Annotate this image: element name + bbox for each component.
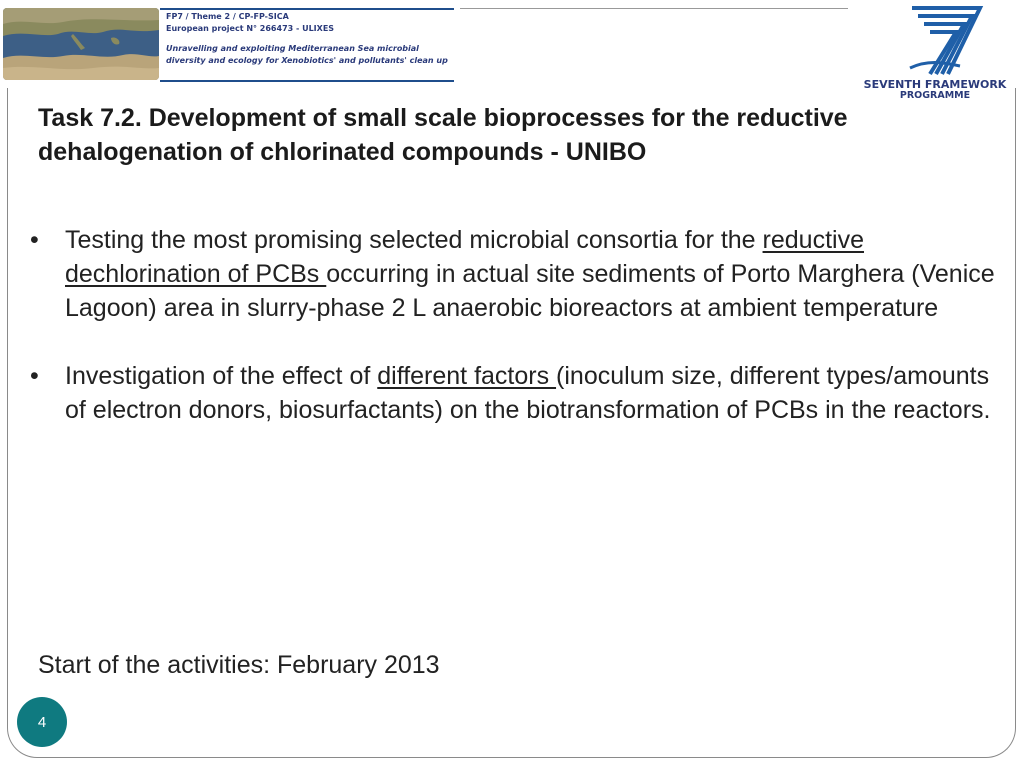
slide-title: Task 7.2. Development of small scale bioprocesses for the reductive dehalogenation of chlorinated compounds - UNIBO bbox=[38, 104, 848, 166]
fp7-logo-line2: PROGRAMME bbox=[899, 90, 971, 101]
bullet-list bbox=[30, 223, 1015, 461]
bullet-text: Investigation of the effect of bbox=[65, 362, 378, 390]
bullet-item bbox=[30, 359, 1015, 427]
fp7-logo-line1: SEVENTH FRAMEWORK bbox=[863, 78, 1007, 91]
page-number-badge: 4 bbox=[17, 697, 67, 747]
project-banner bbox=[0, 0, 455, 86]
bullet-text: (inoculum size, different types/amounts of electron donors, biosurfactants) on the biotransformation of PCBs in the reactors. bbox=[65, 362, 991, 424]
project-number: European project N° 266473 - ULIXES bbox=[166, 23, 335, 33]
bullet-underlined: reductive dechlorination of PCBs bbox=[65, 226, 864, 288]
project-description-2: diversity and ecology for Xenobiotics' and pollutants' clean up bbox=[166, 55, 448, 65]
bullet-icon: • bbox=[30, 362, 39, 390]
project-info bbox=[166, 11, 448, 66]
project-description-1: Unravelling and exploiting Mediterranean Sea microbial bbox=[166, 44, 419, 53]
banner-top-line bbox=[160, 8, 454, 10]
bullet-icon: • bbox=[30, 226, 39, 254]
bullet-text: occurring in actual site sediments of Porto Marghera (Venice Lagoon) area in slurry-phase 2 L anaerobic bioreactors at ambient temperature bbox=[65, 260, 995, 322]
mediterranean-map-image bbox=[3, 8, 159, 80]
bullet-item bbox=[30, 223, 1015, 325]
fp7-logo bbox=[852, 2, 1018, 102]
start-date: Start of the activities: February 2013 bbox=[38, 651, 440, 679]
banner-bottom-line bbox=[160, 80, 454, 82]
project-theme: FP7 / Theme 2 / CP-FP-SICA bbox=[166, 12, 289, 21]
header-rule bbox=[460, 8, 848, 9]
seven-logo-icon bbox=[852, 2, 1018, 78]
bullet-text: Testing the most promising selected microbial consortia for the bbox=[65, 226, 763, 254]
bullet-underlined: different factors bbox=[377, 362, 557, 390]
